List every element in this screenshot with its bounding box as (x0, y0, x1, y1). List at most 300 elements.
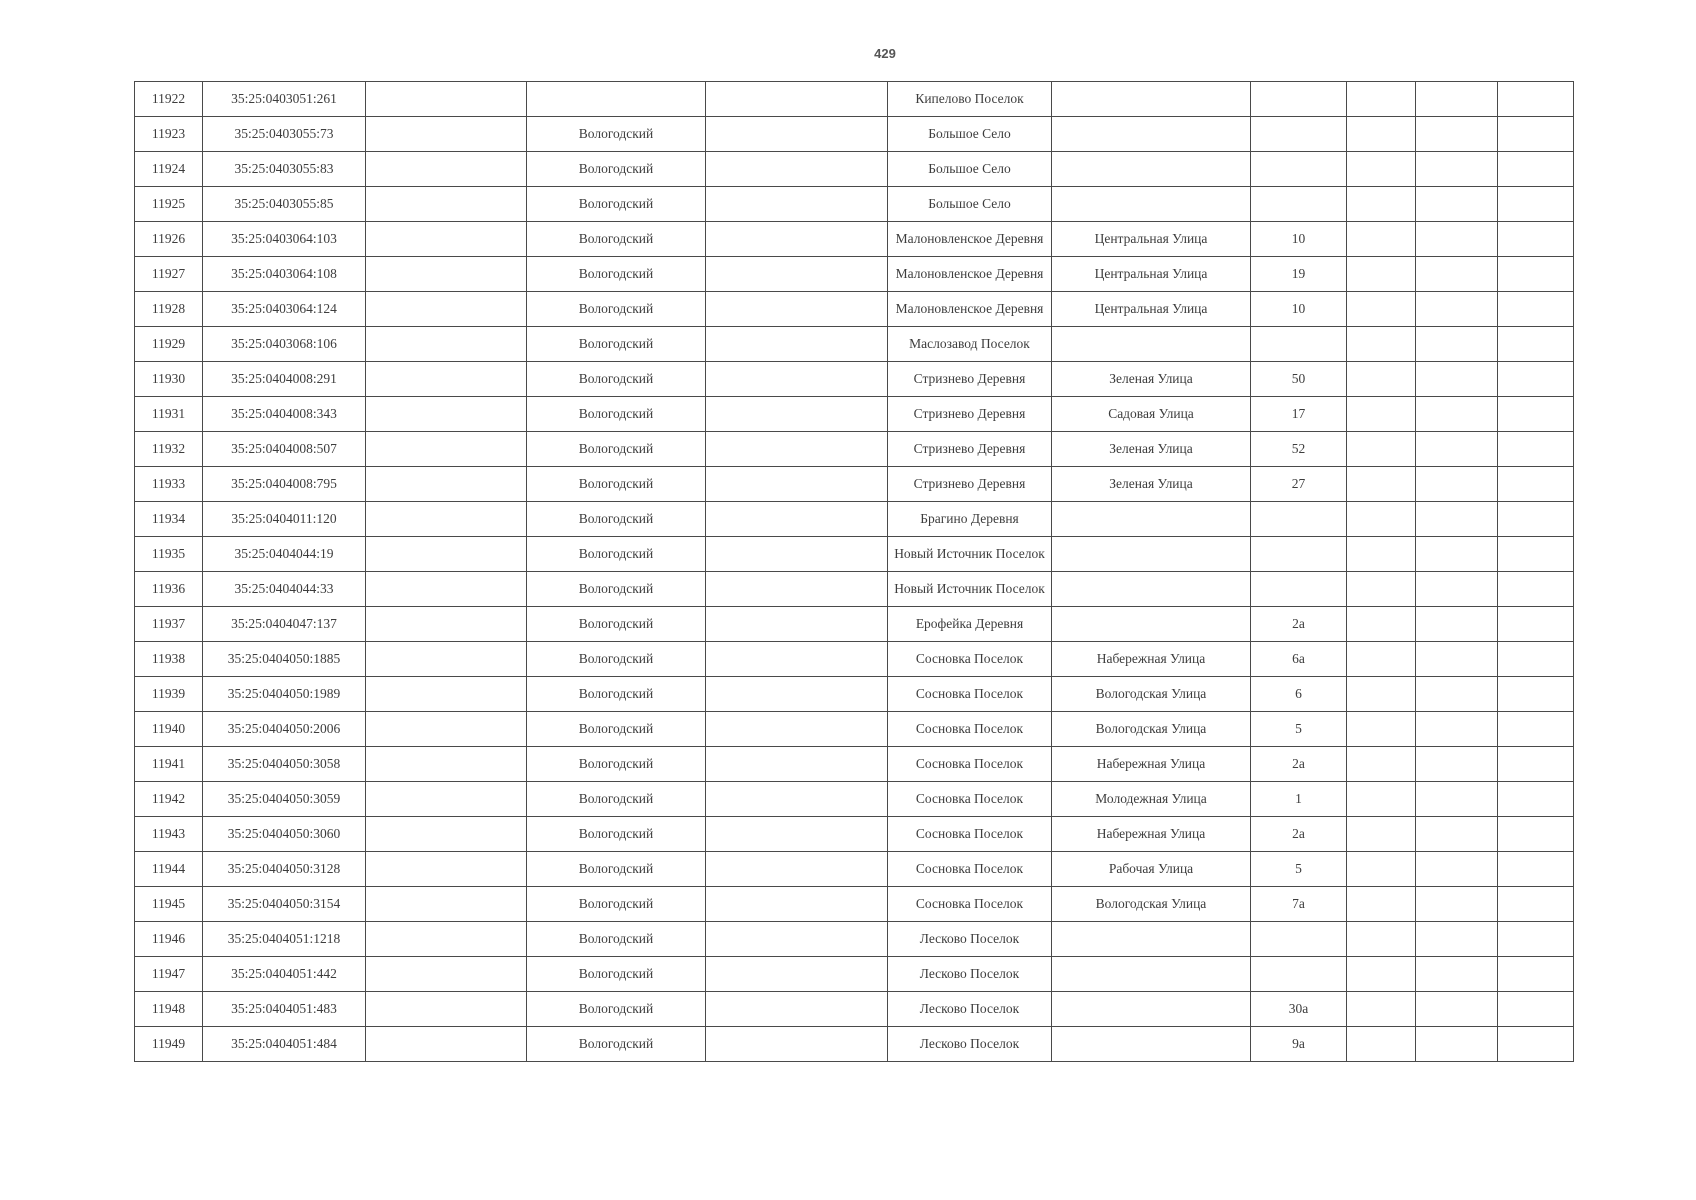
empty-cell (1498, 152, 1574, 187)
row-number-cell: 11929 (135, 327, 203, 362)
empty-cell (1498, 117, 1574, 152)
empty-cell (366, 887, 527, 922)
empty-cell (366, 467, 527, 502)
street-cell (1052, 922, 1251, 957)
district-cell: Вологодский (527, 362, 706, 397)
empty-cell (1416, 852, 1498, 887)
empty-cell (1347, 957, 1416, 992)
empty-cell (1347, 817, 1416, 852)
house-number-cell: 10 (1251, 292, 1347, 327)
empty-cell (366, 187, 527, 222)
empty-cell (1498, 222, 1574, 257)
locality-cell: Большое Село (888, 152, 1052, 187)
empty-cell (706, 677, 888, 712)
table-row (135, 467, 1574, 502)
empty-cell (1498, 502, 1574, 537)
empty-cell (1416, 1027, 1498, 1062)
empty-cell (706, 607, 888, 642)
district-cell: Вологодский (527, 502, 706, 537)
empty-cell (1416, 152, 1498, 187)
row-number-cell: 11942 (135, 782, 203, 817)
empty-cell (1347, 467, 1416, 502)
locality-cell: Сосновка Поселок (888, 747, 1052, 782)
empty-cell (706, 852, 888, 887)
row-number-cell: 11925 (135, 187, 203, 222)
table-row (135, 887, 1574, 922)
table-row (135, 152, 1574, 187)
empty-cell (1416, 747, 1498, 782)
district-cell: Вологодский (527, 222, 706, 257)
district-cell: Вологодский (527, 152, 706, 187)
street-cell (1052, 957, 1251, 992)
row-number-cell: 11947 (135, 957, 203, 992)
table-row (135, 957, 1574, 992)
empty-cell (706, 362, 888, 397)
empty-cell (706, 537, 888, 572)
empty-cell (1347, 1027, 1416, 1062)
table-row (135, 117, 1574, 152)
row-number-cell: 11924 (135, 152, 203, 187)
street-cell: Зеленая Улица (1052, 432, 1251, 467)
empty-cell (366, 292, 527, 327)
empty-cell (706, 1027, 888, 1062)
locality-cell: Стризнево Деревня (888, 432, 1052, 467)
house-number-cell: 30а (1251, 992, 1347, 1027)
house-number-cell (1251, 572, 1347, 607)
street-cell (1052, 537, 1251, 572)
table-row (135, 677, 1574, 712)
locality-cell: Сосновка Поселок (888, 712, 1052, 747)
empty-cell (706, 817, 888, 852)
empty-cell (1416, 432, 1498, 467)
empty-cell (366, 1027, 527, 1062)
row-number-cell: 11930 (135, 362, 203, 397)
district-cell: Вологодский (527, 257, 706, 292)
cadastral-number-cell: 35:25:0404047:137 (203, 607, 366, 642)
empty-cell (366, 957, 527, 992)
district-cell: Вологодский (527, 677, 706, 712)
district-cell: Вологодский (527, 117, 706, 152)
empty-cell (1416, 187, 1498, 222)
empty-cell (1498, 712, 1574, 747)
empty-cell (1416, 957, 1498, 992)
district-cell: Вологодский (527, 782, 706, 817)
row-number-cell: 11933 (135, 467, 203, 502)
empty-cell (1498, 782, 1574, 817)
empty-cell (1498, 922, 1574, 957)
empty-cell (1347, 677, 1416, 712)
locality-cell: Лесково Поселок (888, 1027, 1052, 1062)
table-row (135, 642, 1574, 677)
empty-cell (1498, 852, 1574, 887)
row-number-cell: 11936 (135, 572, 203, 607)
row-number-cell: 11922 (135, 82, 203, 117)
empty-cell (1498, 747, 1574, 782)
empty-cell (706, 467, 888, 502)
row-number-cell: 11944 (135, 852, 203, 887)
empty-cell (366, 607, 527, 642)
empty-cell (1347, 712, 1416, 747)
empty-cell (1416, 992, 1498, 1027)
table-row (135, 922, 1574, 957)
street-cell (1052, 1027, 1251, 1062)
street-cell: Рабочая Улица (1052, 852, 1251, 887)
house-number-cell: 2а (1251, 817, 1347, 852)
empty-cell (366, 817, 527, 852)
house-number-cell (1251, 957, 1347, 992)
table-row (135, 607, 1574, 642)
district-cell: Вологодский (527, 922, 706, 957)
empty-cell (366, 572, 527, 607)
empty-cell (1416, 537, 1498, 572)
district-cell: Вологодский (527, 1027, 706, 1062)
cadastral-number-cell: 35:25:0404044:19 (203, 537, 366, 572)
cadastral-number-cell: 35:25:0404050:3060 (203, 817, 366, 852)
cadastral-number-cell: 35:25:0403055:85 (203, 187, 366, 222)
empty-cell (1347, 222, 1416, 257)
empty-cell (1416, 222, 1498, 257)
empty-cell (1347, 292, 1416, 327)
empty-cell (1416, 502, 1498, 537)
cadastral-number-cell: 35:25:0404008:795 (203, 467, 366, 502)
table-row (135, 82, 1574, 117)
cadastral-number-cell: 35:25:0404051:483 (203, 992, 366, 1027)
street-cell (1052, 187, 1251, 222)
house-number-cell: 2а (1251, 607, 1347, 642)
street-cell: Садовая Улица (1052, 397, 1251, 432)
district-cell: Вологодский (527, 747, 706, 782)
row-number-cell: 11946 (135, 922, 203, 957)
row-number-cell: 11939 (135, 677, 203, 712)
empty-cell (706, 572, 888, 607)
street-cell (1052, 327, 1251, 362)
cadastral-number-cell: 35:25:0404050:2006 (203, 712, 366, 747)
house-number-cell (1251, 327, 1347, 362)
district-cell (527, 82, 706, 117)
cadastral-number-cell: 35:25:0404008:507 (203, 432, 366, 467)
cadastral-number-cell: 35:25:0404011:120 (203, 502, 366, 537)
empty-cell (1498, 292, 1574, 327)
house-number-cell: 5 (1251, 712, 1347, 747)
house-number-cell: 17 (1251, 397, 1347, 432)
cadastral-number-cell: 35:25:0403064:108 (203, 257, 366, 292)
house-number-cell (1251, 152, 1347, 187)
row-number-cell: 11937 (135, 607, 203, 642)
empty-cell (706, 117, 888, 152)
street-cell: Вологодская Улица (1052, 677, 1251, 712)
street-cell (1052, 992, 1251, 1027)
empty-cell (366, 362, 527, 397)
street-cell (1052, 607, 1251, 642)
empty-cell (1498, 467, 1574, 502)
empty-cell (1347, 537, 1416, 572)
locality-cell: Лесково Поселок (888, 992, 1052, 1027)
row-number-cell: 11934 (135, 502, 203, 537)
locality-cell: Сосновка Поселок (888, 782, 1052, 817)
house-number-cell (1251, 187, 1347, 222)
district-cell: Вологодский (527, 292, 706, 327)
empty-cell (1416, 82, 1498, 117)
district-cell: Вологодский (527, 642, 706, 677)
empty-cell (1416, 642, 1498, 677)
table-row (135, 537, 1574, 572)
table-row (135, 712, 1574, 747)
locality-cell: Малоновленское Деревня (888, 257, 1052, 292)
street-cell: Зеленая Улица (1052, 467, 1251, 502)
locality-cell: Малоновленское Деревня (888, 292, 1052, 327)
cadastral-number-cell: 35:25:0403068:106 (203, 327, 366, 362)
empty-cell (1347, 852, 1416, 887)
empty-cell (366, 82, 527, 117)
empty-cell (366, 677, 527, 712)
cadastral-number-cell: 35:25:0404050:3154 (203, 887, 366, 922)
cadastral-number-cell: 35:25:0404008:343 (203, 397, 366, 432)
house-number-cell: 7а (1251, 887, 1347, 922)
house-number-cell (1251, 82, 1347, 117)
locality-cell: Брагино Деревня (888, 502, 1052, 537)
empty-cell (706, 747, 888, 782)
street-cell: Центральная Улица (1052, 292, 1251, 327)
row-number-cell: 11940 (135, 712, 203, 747)
empty-cell (1498, 432, 1574, 467)
cadastral-number-cell: 35:25:0403064:103 (203, 222, 366, 257)
empty-cell (706, 922, 888, 957)
empty-cell (706, 187, 888, 222)
street-cell: Набережная Улица (1052, 642, 1251, 677)
row-number-cell: 11938 (135, 642, 203, 677)
table-row (135, 502, 1574, 537)
table-row (135, 1027, 1574, 1062)
empty-cell (366, 152, 527, 187)
empty-cell (366, 537, 527, 572)
district-cell: Вологодский (527, 397, 706, 432)
house-number-cell: 5 (1251, 852, 1347, 887)
street-cell (1052, 572, 1251, 607)
empty-cell (706, 782, 888, 817)
empty-cell (1347, 992, 1416, 1027)
cadastral-number-cell: 35:25:0403064:124 (203, 292, 366, 327)
cadastral-number-cell: 35:25:0404050:1989 (203, 677, 366, 712)
row-number-cell: 11932 (135, 432, 203, 467)
empty-cell (1498, 397, 1574, 432)
empty-cell (1498, 1027, 1574, 1062)
locality-cell: Стризнево Деревня (888, 467, 1052, 502)
table-row (135, 362, 1574, 397)
table-row (135, 257, 1574, 292)
cadastral-number-cell: 35:25:0403055:83 (203, 152, 366, 187)
empty-cell (706, 957, 888, 992)
cadastral-number-cell: 35:25:0403051:261 (203, 82, 366, 117)
street-cell: Набережная Улица (1052, 817, 1251, 852)
locality-cell: Новый Источник Поселок (888, 537, 1052, 572)
empty-cell (706, 292, 888, 327)
locality-cell: Новый Источник Поселок (888, 572, 1052, 607)
street-cell: Вологодская Улица (1052, 712, 1251, 747)
empty-cell (1498, 817, 1574, 852)
empty-cell (366, 502, 527, 537)
empty-cell (1498, 992, 1574, 1027)
empty-cell (1498, 362, 1574, 397)
street-cell: Молодежная Улица (1052, 782, 1251, 817)
empty-cell (1416, 397, 1498, 432)
row-number-cell: 11935 (135, 537, 203, 572)
locality-cell: Лесково Поселок (888, 922, 1052, 957)
table-row (135, 782, 1574, 817)
row-number-cell: 11945 (135, 887, 203, 922)
empty-cell (1416, 782, 1498, 817)
street-cell: Центральная Улица (1052, 222, 1251, 257)
empty-cell (366, 222, 527, 257)
empty-cell (366, 747, 527, 782)
locality-cell: Большое Село (888, 187, 1052, 222)
locality-cell: Сосновка Поселок (888, 642, 1052, 677)
street-cell (1052, 502, 1251, 537)
row-number-cell: 11923 (135, 117, 203, 152)
row-number-cell: 11948 (135, 992, 203, 1027)
house-number-cell: 1 (1251, 782, 1347, 817)
empty-cell (706, 642, 888, 677)
empty-cell (366, 327, 527, 362)
house-number-cell: 2а (1251, 747, 1347, 782)
house-number-cell (1251, 537, 1347, 572)
cadastral-number-cell: 35:25:0404051:1218 (203, 922, 366, 957)
locality-cell: Малоновленское Деревня (888, 222, 1052, 257)
table-row (135, 397, 1574, 432)
empty-cell (366, 782, 527, 817)
row-number-cell: 11931 (135, 397, 203, 432)
empty-cell (706, 152, 888, 187)
empty-cell (1498, 187, 1574, 222)
locality-cell: Лесково Поселок (888, 957, 1052, 992)
row-number-cell: 11926 (135, 222, 203, 257)
empty-cell (706, 502, 888, 537)
row-number-cell: 11927 (135, 257, 203, 292)
empty-cell (1347, 887, 1416, 922)
page-number: 429 (874, 46, 896, 61)
locality-cell: Сосновка Поселок (888, 677, 1052, 712)
cadastral-number-cell: 35:25:0404050:3058 (203, 747, 366, 782)
cadastral-number-cell: 35:25:0404051:484 (203, 1027, 366, 1062)
empty-cell (1498, 572, 1574, 607)
house-number-cell: 19 (1251, 257, 1347, 292)
empty-cell (1416, 362, 1498, 397)
house-number-cell (1251, 117, 1347, 152)
empty-cell (706, 712, 888, 747)
empty-cell (1498, 327, 1574, 362)
table-row (135, 432, 1574, 467)
district-cell: Вологодский (527, 817, 706, 852)
empty-cell (1347, 117, 1416, 152)
house-number-cell: 52 (1251, 432, 1347, 467)
empty-cell (706, 432, 888, 467)
cadastral-number-cell: 35:25:0404008:291 (203, 362, 366, 397)
locality-cell: Стризнево Деревня (888, 362, 1052, 397)
empty-cell (1498, 607, 1574, 642)
empty-cell (366, 257, 527, 292)
empty-cell (1347, 362, 1416, 397)
empty-cell (1416, 292, 1498, 327)
empty-cell (1498, 677, 1574, 712)
locality-cell: Большое Село (888, 117, 1052, 152)
cadastral-number-cell: 35:25:0404044:33 (203, 572, 366, 607)
empty-cell (706, 82, 888, 117)
empty-cell (706, 992, 888, 1027)
empty-cell (1347, 327, 1416, 362)
empty-cell (1347, 922, 1416, 957)
empty-cell (366, 642, 527, 677)
row-number-cell: 11949 (135, 1027, 203, 1062)
table-row (135, 572, 1574, 607)
empty-cell (1347, 747, 1416, 782)
district-cell: Вологодский (527, 187, 706, 222)
cadastral-number-cell: 35:25:0404051:442 (203, 957, 366, 992)
house-number-cell: 9а (1251, 1027, 1347, 1062)
empty-cell (366, 992, 527, 1027)
empty-cell (1416, 712, 1498, 747)
empty-cell (1498, 257, 1574, 292)
empty-cell (1347, 257, 1416, 292)
district-cell: Вологодский (527, 887, 706, 922)
locality-cell: Сосновка Поселок (888, 817, 1052, 852)
table-row (135, 187, 1574, 222)
empty-cell (1347, 572, 1416, 607)
empty-cell (366, 397, 527, 432)
empty-cell (1347, 607, 1416, 642)
locality-cell: Ерофейка Деревня (888, 607, 1052, 642)
table-row (135, 852, 1574, 887)
row-number-cell: 11928 (135, 292, 203, 327)
empty-cell (706, 257, 888, 292)
house-number-cell (1251, 922, 1347, 957)
empty-cell (1498, 537, 1574, 572)
locality-cell: Маслозавод Поселок (888, 327, 1052, 362)
street-cell (1052, 152, 1251, 187)
street-cell: Зеленая Улица (1052, 362, 1251, 397)
table-row (135, 292, 1574, 327)
house-number-cell: 6 (1251, 677, 1347, 712)
empty-cell (1416, 572, 1498, 607)
locality-cell: Кипелово Поселок (888, 82, 1052, 117)
empty-cell (1416, 607, 1498, 642)
row-number-cell: 11941 (135, 747, 203, 782)
street-cell (1052, 117, 1251, 152)
row-number-cell: 11943 (135, 817, 203, 852)
district-cell: Вологодский (527, 432, 706, 467)
table-row (135, 327, 1574, 362)
table-row (135, 817, 1574, 852)
table-row (135, 222, 1574, 257)
empty-cell (1347, 432, 1416, 467)
street-cell: Набережная Улица (1052, 747, 1251, 782)
empty-cell (366, 712, 527, 747)
empty-cell (1416, 257, 1498, 292)
empty-cell (1347, 187, 1416, 222)
empty-cell (1347, 397, 1416, 432)
empty-cell (1347, 82, 1416, 117)
district-cell: Вологодский (527, 607, 706, 642)
table-row (135, 992, 1574, 1027)
house-number-cell: 10 (1251, 222, 1347, 257)
empty-cell (1498, 642, 1574, 677)
registry-table (134, 81, 1574, 1062)
locality-cell: Сосновка Поселок (888, 887, 1052, 922)
empty-cell (1416, 327, 1498, 362)
house-number-cell: 27 (1251, 467, 1347, 502)
table-row (135, 747, 1574, 782)
empty-cell (706, 397, 888, 432)
empty-cell (706, 327, 888, 362)
cadastral-number-cell: 35:25:0403055:73 (203, 117, 366, 152)
